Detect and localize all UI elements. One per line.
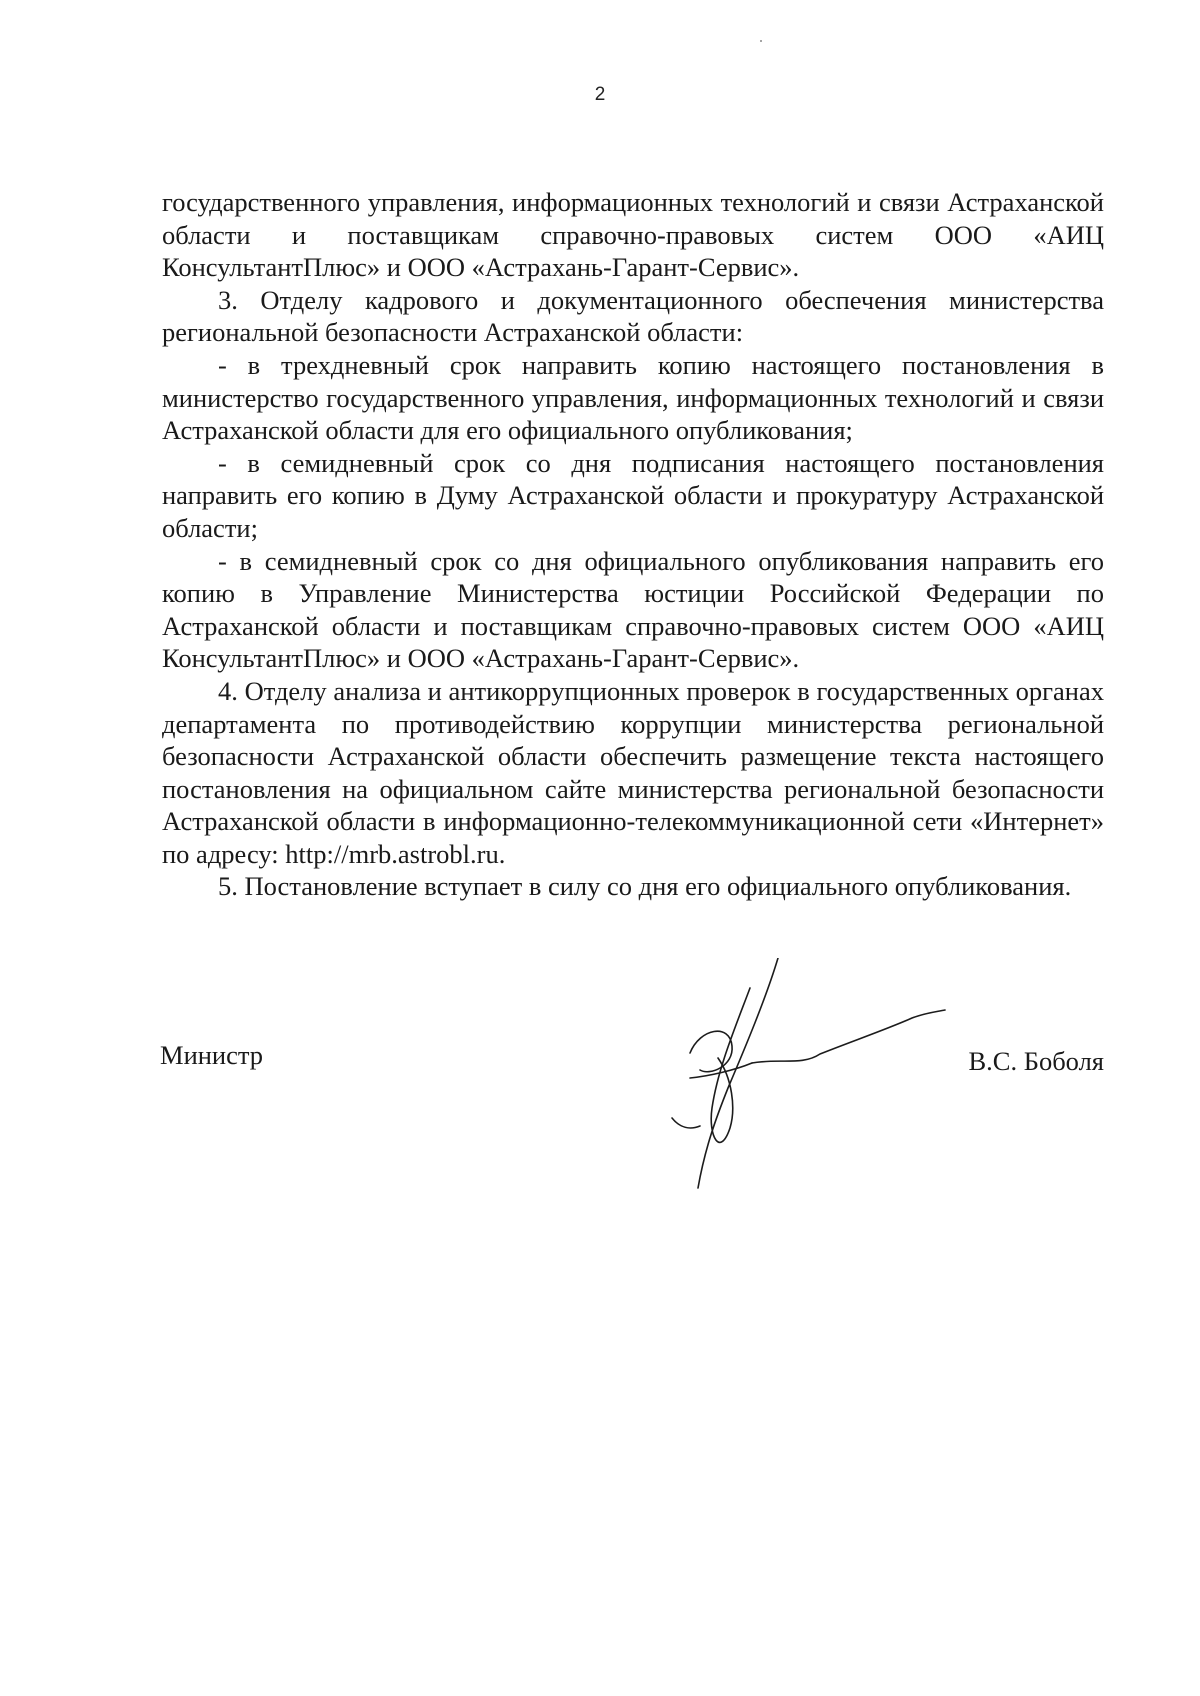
paragraph-item-3-subitem-2: - в семидневный срок со дня подписания настоящего постановления направить его копию в Думу Астраханской области и прокуратуру Астраханской области; (162, 447, 1104, 543)
paragraph-item-3: 3. Отделу кадрового и документационного обеспечения министерства региональной безопасности Астраханской области: (162, 284, 1104, 348)
paragraph-item-3-subitem-1: - в трехдневный срок направить копию настоящего постановления в министерство государственного управления, информационных технологий и связи Астраханской области для его официального опубликования; (162, 349, 1104, 446)
paragraph-item-5: 5. Постановление вступает в силу со дня его официального опубликования. (218, 871, 1072, 902)
document-body (162, 186, 1104, 903)
signatory-name: В.С. Боболя (968, 1046, 1104, 1076)
signature-block (160, 1018, 1104, 1198)
paragraph-continuation: государственного управления, информационных технологий и связи Астраханской области и поставщикам справочно-правовых систем ООО «АИЦ КонсультантПлюс» и ООО «Астрахань-Гарант-Сервис». (162, 187, 1104, 283)
handwritten-signature (540, 958, 960, 1208)
scan-speck (760, 40, 762, 42)
paragraph-item-4: 4. Отделу анализа и антикоррупционных проверок в государственных органах департамента по противодействию коррупции министерства региональной безопасности Астраханской области обеспечить размещение текста настоящего постановления на официальном сайте министерства региональной безопасности Астраханской области в информационно-телекоммуникационной сети «Интернет» по адресу: http://mrb.astrobl.ru. (162, 675, 1104, 869)
paragraph-item-3-subitem-3: - в семидневный срок со дня официального опубликования направить его копию в Управление Министерства юстиции Российской Федерации по Астраханской области и поставщикам справочно-правовых систем ООО «АИЦ КонсультантПлюс» и ООО «Астрахань-Гарант-Сервис». (162, 545, 1104, 674)
signatory-position: Министр (160, 1040, 264, 1070)
page-number: 2 (594, 84, 606, 105)
